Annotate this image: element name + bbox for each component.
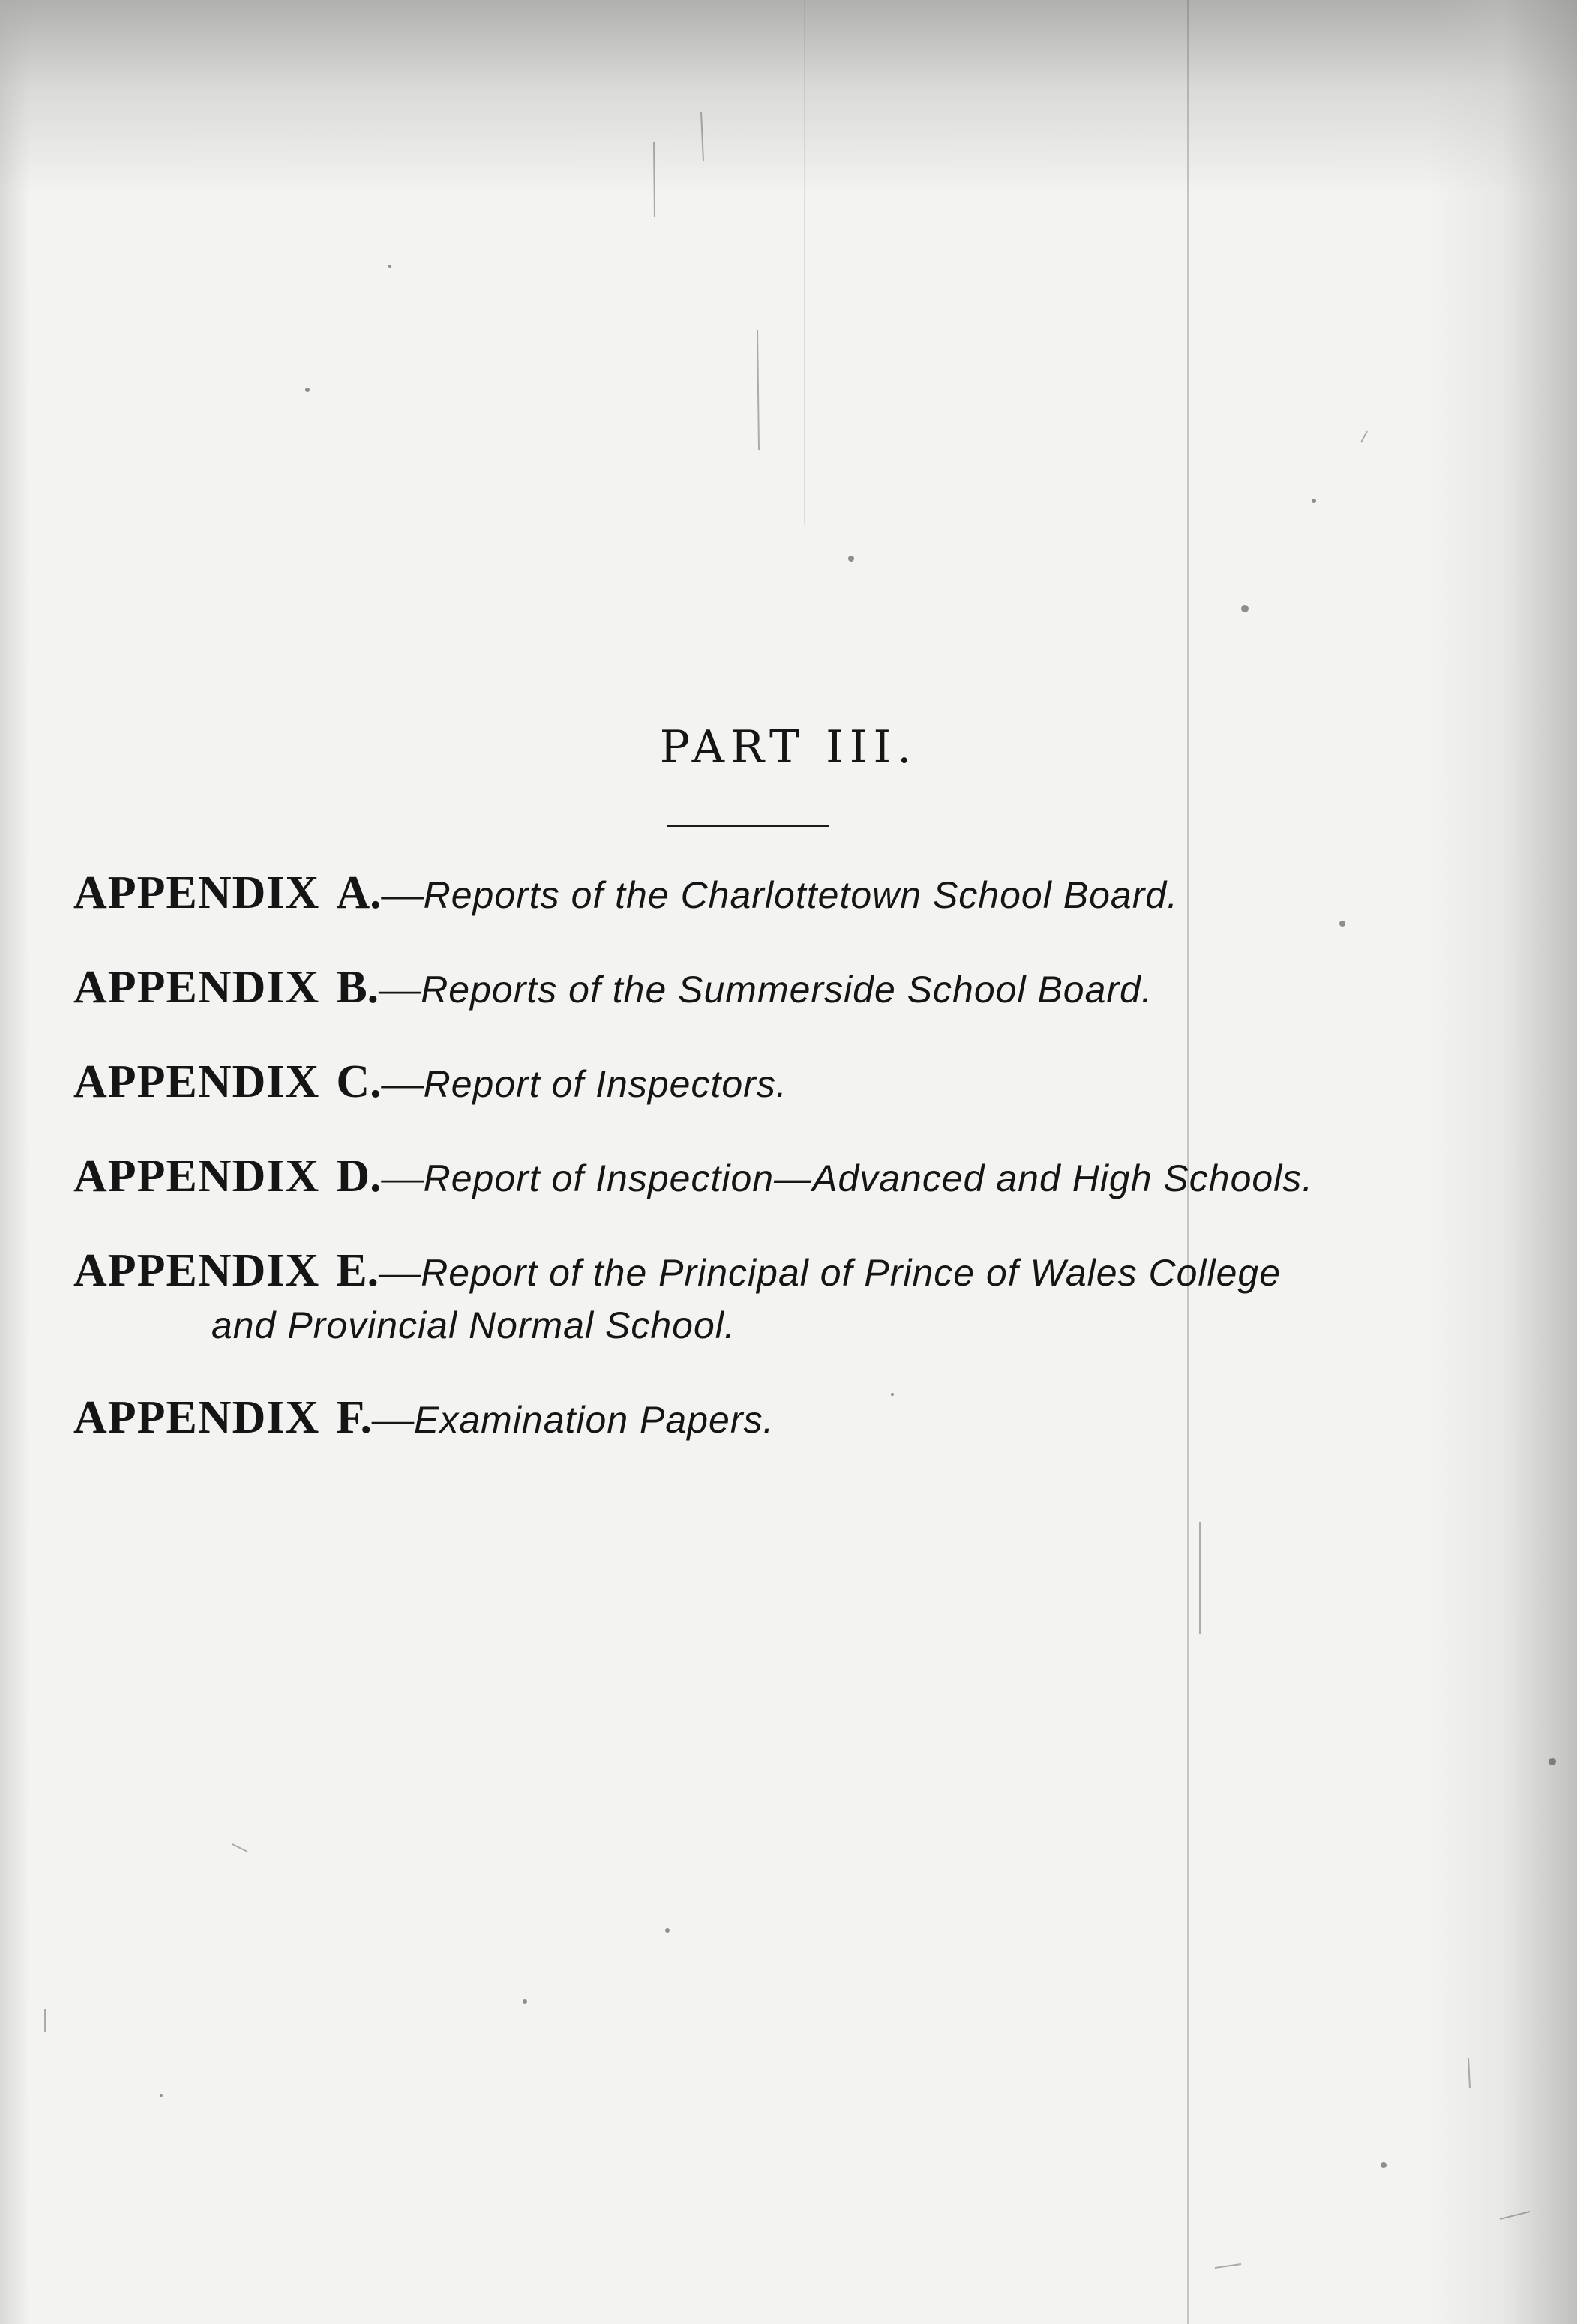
appendix-f — [73, 1391, 1498, 1447]
appendix-letter: A. — [336, 867, 382, 918]
appendix-d — [73, 1149, 1498, 1205]
appendix-letter: F. — [336, 1392, 373, 1443]
appendix-label: APPENDIX — [73, 1056, 320, 1107]
appendix-dash: — — [381, 1155, 424, 1201]
appendix-dash: — — [372, 1396, 415, 1442]
appendix-letter: E. — [336, 1245, 379, 1296]
appendix-description: Reports of the Summerside School Board. — [421, 969, 1153, 1011]
part-title: PART III. — [659, 721, 918, 774]
appendix-b — [73, 960, 1498, 1017]
appendix-a — [73, 866, 1498, 922]
appendix-dash: — — [381, 1060, 424, 1107]
appendix-label: APPENDIX — [73, 1392, 320, 1443]
appendix-description: Report of the Principal of Prince of Wales College — [421, 1252, 1282, 1294]
appendix-label: APPENDIX — [73, 1151, 320, 1202]
appendix-dash: — — [379, 966, 421, 1012]
appendix-letter: B. — [336, 962, 379, 1013]
appendix-dash: — — [381, 871, 424, 918]
appendix-label: APPENDIX — [73, 1245, 320, 1296]
appendix-description: Reports of the Charlottetown School Board. — [423, 874, 1179, 916]
appendix-label: APPENDIX — [73, 867, 320, 918]
appendix-description: Report of Inspection—Advanced and High Schools. — [423, 1158, 1314, 1199]
title-rule — [667, 825, 829, 827]
appendix-list — [73, 866, 1498, 1447]
appendix-description-continued: and Provincial Normal School. — [211, 1304, 736, 1346]
appendix-description: Examination Papers. — [414, 1399, 775, 1441]
appendix-description: Report of Inspectors. — [423, 1063, 787, 1105]
appendix-e — [73, 1244, 1498, 1352]
appendix-c — [73, 1055, 1498, 1111]
appendix-dash: — — [379, 1249, 421, 1295]
appendix-letter: D. — [336, 1151, 382, 1202]
appendix-letter: C. — [336, 1056, 382, 1107]
appendix-label: APPENDIX — [73, 962, 320, 1013]
